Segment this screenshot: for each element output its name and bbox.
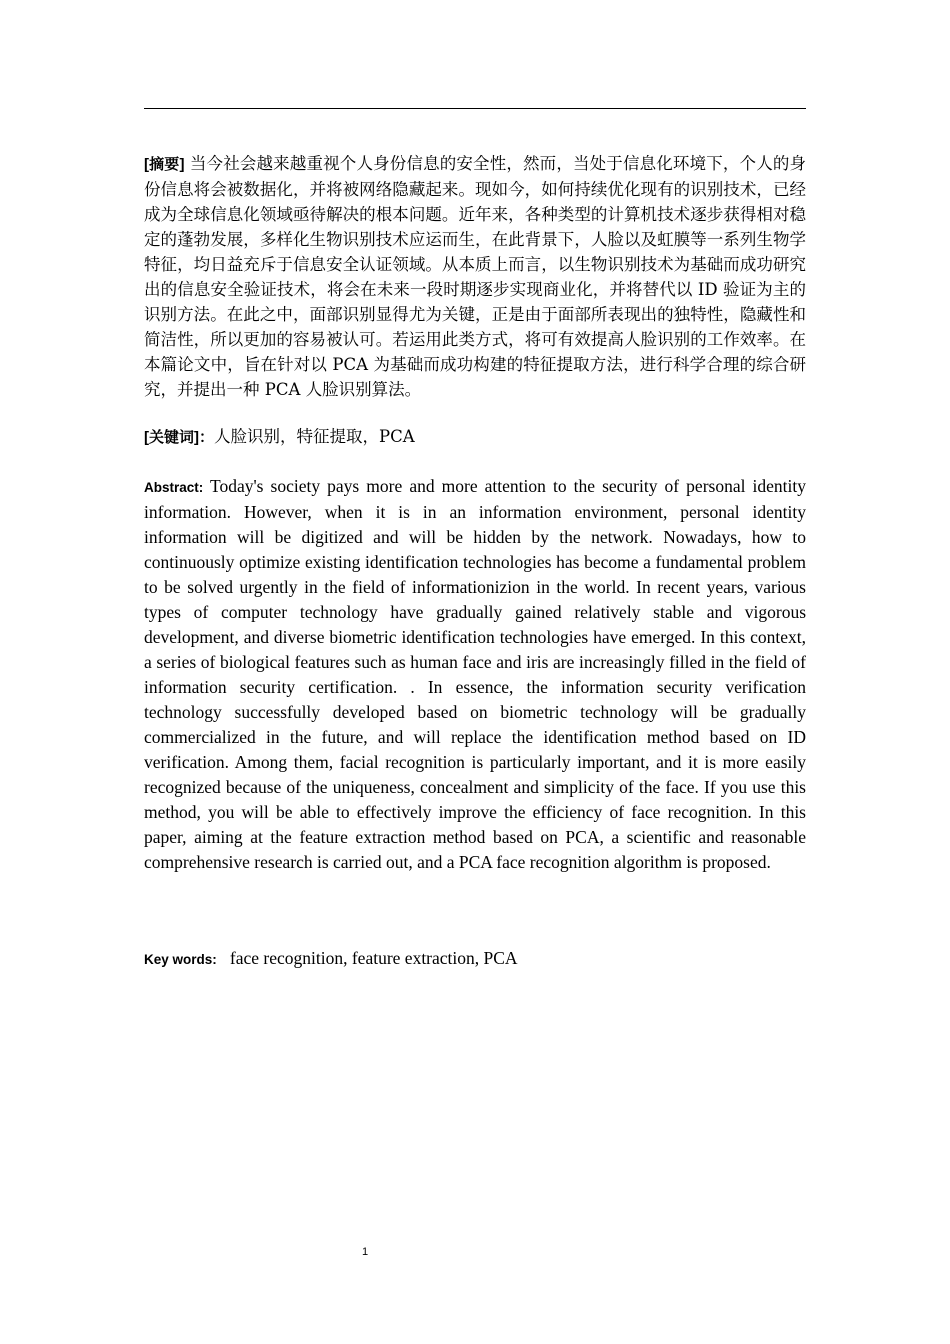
header-rule xyxy=(144,108,806,109)
english-keywords-label: Key words: xyxy=(144,952,217,967)
chinese-abstract xyxy=(144,151,806,402)
english-keywords-text: face recognition, feature extraction, PCA xyxy=(229,948,518,968)
chinese-keywords xyxy=(144,424,806,450)
chinese-abstract-label: [摘要] xyxy=(144,156,185,173)
english-abstract-label: Abstract: xyxy=(144,480,204,495)
english-abstract xyxy=(144,474,806,875)
chinese-abstract-text: 当今社会越来越重视个人身份信息的安全性，然而，当处于信息化环境下，个人的身份信息将会被数据化，并将被网络隐藏起来。现如今，如何持续优化现有的识别技术，已经成为全球信息化领域亟待解决的根本问题。近年来，各种类型的计算机技术逐步获得相对稳定的蓬勃发展，多样化生物识别技术应运而生，在此背景下，人脸以及虹膜等一系列生物学特征，均日益充斥于信息安全认证领域。从本质上而言，以生物识别技术为基础而成功研究出的信息安全验证技术，将会在未来一段时期逐步实现商业化，并将替代以 ID 验证为主的识别方法。在此之中，面部识别显得尤为关键，正是由于面部所表现出的独特性，隐藏性和简洁性，所以更加的容易被认可。若运用此类方式，将可有效提高人脸识别的工作效率。在本篇论文中，旨在针对以 PCA 为基础而成功构建的特征提取方法，进行科学合理的综合研究，并提出一种 PCA 人脸识别算法。 xyxy=(144,154,806,399)
page-number: 1 xyxy=(361,1246,369,1258)
chinese-keywords-label: [关键词]： xyxy=(144,429,214,446)
english-keywords xyxy=(144,946,806,972)
chinese-keywords-text: 人脸识别，特征提取，PCA xyxy=(214,427,415,446)
english-abstract-text: Today's society pays more and more attention to the security of personal identity information. However, when it is in an information environment, personal identity information will be digitized and will be hidden by the network. Nowadays, how to continuously optimize existing identification technologies has become a fundamental problem to be solved urgently in the field of informationizion in the world. In recent years, various types of computer technology have gradually gained relatively stable and vigorous development, and diverse biometric identification technologies have emerged. In this context, a series of biological features such as human face and iris are increasingly filled in the field of information security certification. . In essence, the information security verification technology successfully developed based on biometric technology will be gradually commercialized in the future, and will replace the identification method based on ID verification. Among them, facial recognition is particularly important, and it is more easily recognized because of the uniqueness, concealment and simplicity of the face. If you use this method, you will be able to effectively improve the efficiency of face recognition. In this paper, aiming at the feature extraction method based on PCA, a scientific and reasonable comprehensive research is carried out, and a PCA face recognition algorithm is proposed. xyxy=(144,476,806,872)
